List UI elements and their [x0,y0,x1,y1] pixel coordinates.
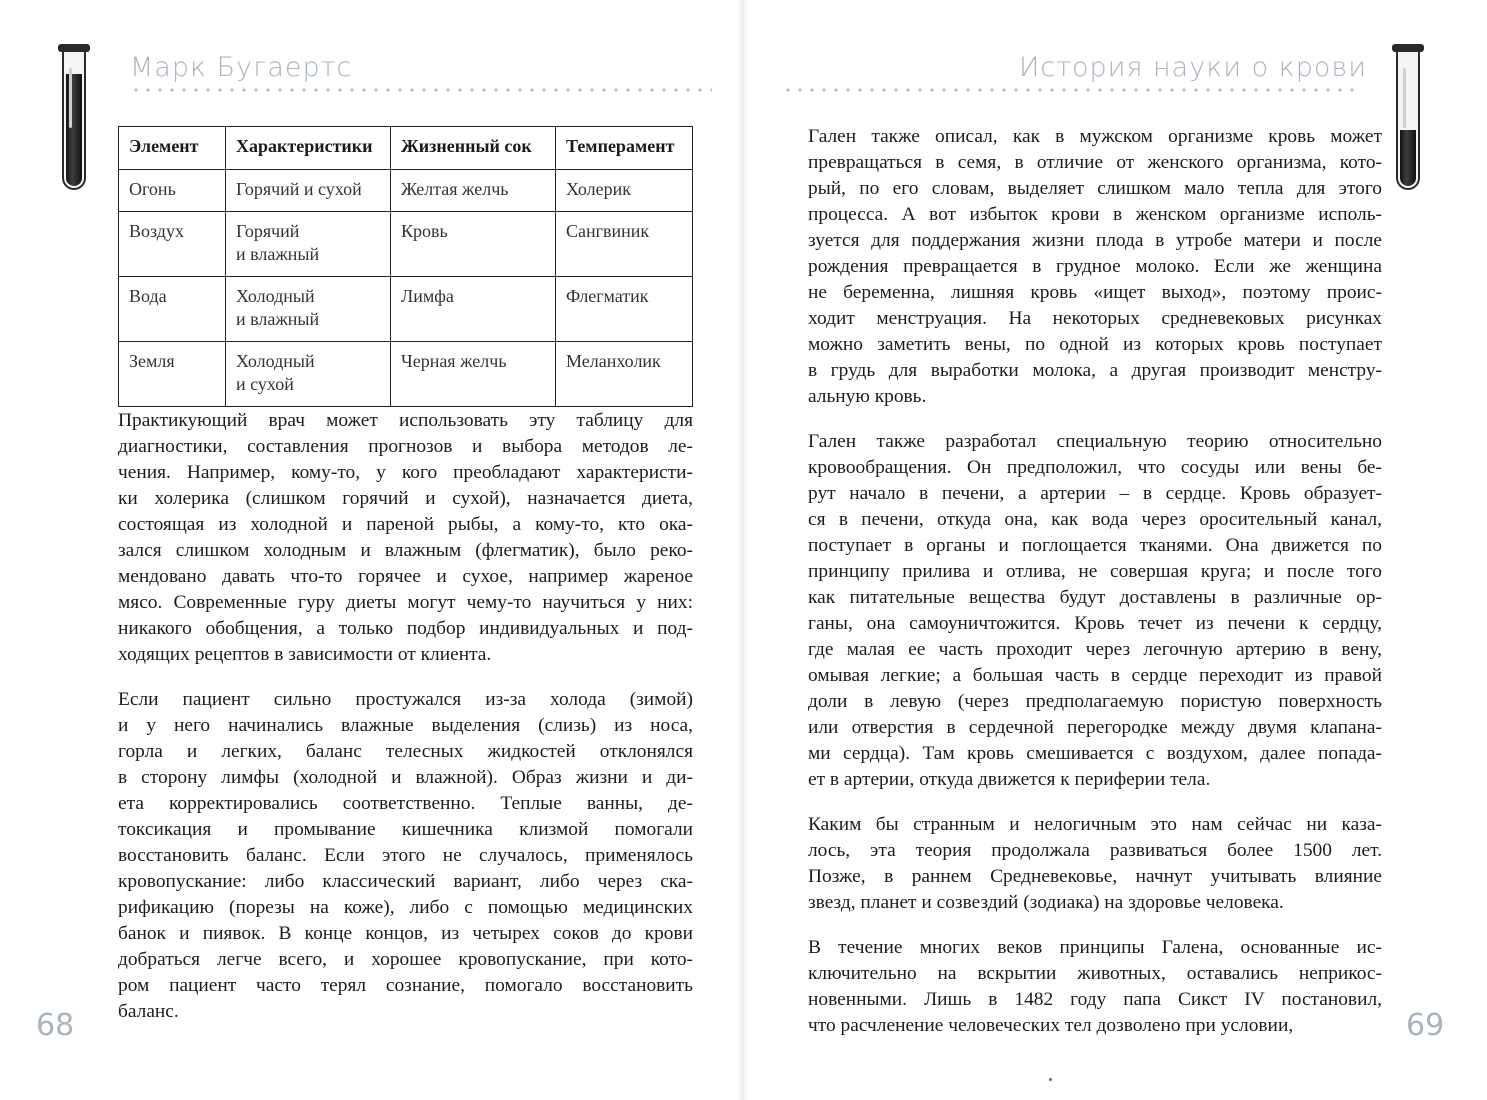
table-header-row [119,127,693,170]
table-cell: Флегматик [556,277,693,342]
running-head-title: История науки о крови [1018,52,1367,83]
column-header: Жизненный сок [391,127,556,170]
text-line: ета корректировались соответственно. Теплые ванны, де- [118,793,693,814]
text-line: звезд, планет и созвездий (зодиака) на здоровье человека. [808,892,1284,913]
text-line: и у него начинались влажные выделения (слизь) из носа, [118,715,693,736]
text-line: ся в печени, откуда она, как вода через оросительный канал, [808,509,1382,530]
text-line: ходящих рецептов в зависимости от клиента. [118,644,492,665]
text-line: рут начало в печени, а артерии – в сердце. Кровь образует- [808,483,1382,504]
text-line: где малая ее часть проходит через легочную артерию в вену, [808,639,1382,660]
paragraph [808,935,1382,1039]
text-line: Каким бы странным и нелогичным это нам сейчас ни каза- [808,814,1382,835]
paragraph [808,812,1382,916]
table-cell: Земля [119,342,226,407]
dotted-rule [130,86,712,94]
text-line: омывая легкие; а большая часть в сердце переходит из правой [808,665,1382,686]
page-number-left: 68 [36,1008,75,1043]
text-line: ки холерика (слишком горячий и сухой), назначается диета, [118,488,693,509]
text-line: можно заметить вены, по одной из которых кровь поступает [808,334,1382,355]
text-line: Позже, в раннем Средневековье, начнут учитывать влияние [808,866,1382,887]
table-row [119,277,693,342]
text-line: в сторону лимфы (холодной и влажной). Образ жизни и ди- [118,767,693,788]
right-body-text [808,124,1382,1039]
paragraph [808,429,1382,793]
text-line: баланс. [118,1001,179,1022]
text-line: ключительно на вскрытии животных, оставались неприкос- [808,963,1382,984]
text-line: поступает в органы и поглощается тканями. Она движется по [808,535,1382,556]
test-tube-icon [62,44,86,194]
text-line: диагностики, составления прогнозов и выбора методов ле- [118,436,693,457]
table-cell: Лимфа [391,277,556,342]
text-line: или отверстия в сердечной перегородке между двумя клапана- [808,717,1382,738]
left-body-text [118,408,693,1025]
test-tube-icon [1396,44,1420,194]
text-line: альную кровь. [808,386,927,407]
text-line: Гален также описал, как в мужском организме кровь может [808,126,1382,147]
table-cell: Сангвиник [556,212,693,277]
text-line: кровообращения. Он предположил, что сосуды или вены бе- [808,457,1382,478]
text-line: мясо. Современные гуру диеты могут чему-то научиться у них: [118,592,693,613]
page-number-right: 69 [1406,1008,1445,1043]
text-line: зался слишком холодным и влажным (флегматик), было реко- [118,540,693,561]
text-line: что расчленение человеческих тел дозволено при условии, [808,1015,1294,1036]
text-line: ми сердца). Там кровь смешивается с воздухом, далее попада- [808,743,1382,764]
text-line: Гален также разработал специальную теорию относительно [808,431,1382,452]
table-cell: Кровь [391,212,556,277]
text-line: Практикующий врач может использовать эту таблицу для [118,410,693,431]
text-line: банок и пиявок. В конце концов, из четырех соков до крови [118,923,693,944]
text-line: зуется для поддержания жизни плода в утробе матери и после [808,230,1382,251]
table-row [119,342,693,407]
text-line: В течение многих веков принципы Галена, основанные ис- [808,937,1382,958]
text-line: доли в левую (через предполагаемую пористую поверхность [808,691,1382,712]
table-cell: Горячий и влажный [226,212,391,277]
table-cell: Вода [119,277,226,342]
text-line: рый, по его словам, выделяет слишком мало тепла для этого [808,178,1382,199]
table-cell: Горячий и сухой [226,170,391,212]
table-cell: Меланхолик [556,342,693,407]
print-speck [1049,1078,1052,1081]
table-row [119,170,693,212]
table-cell: Черная желчь [391,342,556,407]
table-cell: Воздух [119,212,226,277]
text-line: добраться легче всего, и хорошее кровопускание, при кото- [118,949,693,970]
text-line: состоящая из холодной и пареной рыбы, а кому-то, кто ока- [118,514,693,535]
text-line: чения. Например, кому-то, у кого преобладают характеристи- [118,462,693,483]
text-line: кровопускание: либо классический вариант, либо через ска- [118,871,693,892]
text-line: в грудь для выработки молока, а другая производит менстру- [808,360,1382,381]
text-line: мендовано давать что-то горячее и сухое, например жареное [118,566,693,587]
paragraph [808,124,1382,410]
table-row [119,212,693,277]
dotted-rule [782,86,1360,94]
column-header: Темперамент [556,127,693,170]
table-cell: Холодный и влажный [226,277,391,342]
text-line: как питательные вещества будут доставлены в различные ор- [808,587,1382,608]
column-header: Характеристики [226,127,391,170]
text-line: горла и легких, баланс телесных жидкостей отклонялся [118,741,693,762]
text-line: рификацию (порезы на коже), либо с помощью медицинских [118,897,693,918]
table-cell: Огонь [119,170,226,212]
text-line: ганы, она самоуничтожится. Кровь течет из печени к сердцу, [808,613,1382,634]
right-page [746,0,1487,1100]
text-line: ром пациент часто терял сознание, помогало восстановить [118,975,693,996]
text-line: принципу прилива и отлива, не совершая круга; и после того [808,561,1382,582]
text-line: ходит менструация. На некоторых средневековых рисунках [808,308,1382,329]
text-line: восстановить баланс. Если этого не случалось, применялось [118,845,693,866]
text-line: не беременна, лишняя кровь «ищет выход», поэтому проис- [808,282,1382,303]
text-line: никакого обобщения, а только подбор индивидуальных и под- [118,618,693,639]
text-line: превращаться в семя, в отличие от женского организма, кото- [808,152,1382,173]
table-cell: Холодный и сухой [226,342,391,407]
table-cell: Желтая желчь [391,170,556,212]
text-line: процесса. А вот избыток крови в женском организме исполь- [808,204,1382,225]
text-line: лось, эта теория продолжала развиваться более 1500 лет. [808,840,1382,861]
column-header: Элемент [119,127,226,170]
paragraph [118,408,693,668]
text-line: Если пациент сильно простужался из-за холода (зимой) [118,689,693,710]
text-line: новенными. Лишь в 1482 году папа Сикст IV постановил, [808,989,1382,1010]
text-line: токсикация и промывание кишечника клизмой помогали [118,819,693,840]
text-line: рождения превращается в грудное молоко. Если же женщина [808,256,1382,277]
running-head-author: Марк Бугаертс [130,52,353,83]
paragraph [118,687,693,1025]
left-page [0,0,740,1100]
humors-table [118,126,693,407]
table-cell: Холерик [556,170,693,212]
text-line: ет в артерии, откуда движется к периферии тела. [808,769,1211,790]
